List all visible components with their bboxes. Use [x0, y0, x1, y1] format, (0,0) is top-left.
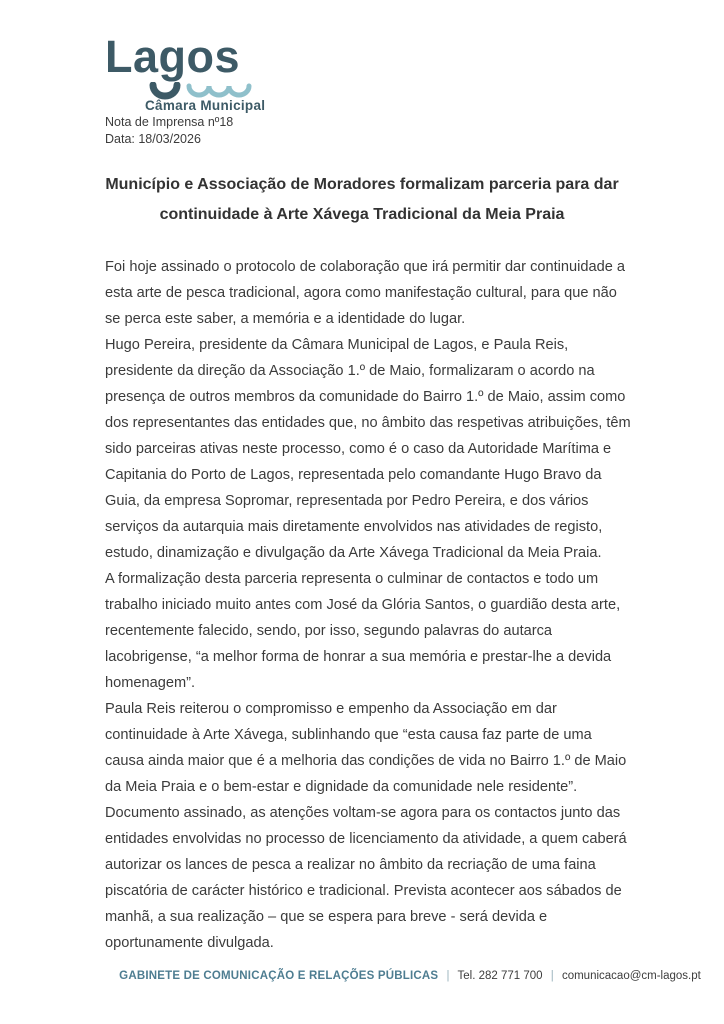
- paragraph: Paula Reis reiterou o compromisso e empenho da Associação em dar continuidade à Arte Xávega, sublinhando que “esta causa faz parte de uma causa ainda maior que é a melhoria das condições de vida no Bairro 1.º de Maio da Meia Praia e o bem-estar e dignidade da comunidade nele residente”.: [105, 701, 627, 795]
- press-note-number: Nota de Imprensa nº18: [105, 115, 234, 129]
- logo-subtitle: Câmara Municipal: [145, 98, 266, 113]
- footer-contact-bar: [0, 970, 724, 982]
- lagos-logo: [105, 31, 266, 113]
- footer-department: GABINETE DE COMUNICAÇÃO E RELAÇÕES PÚBLICAS: [119, 970, 439, 982]
- footer-separator: |: [550, 970, 554, 982]
- document-body: [105, 254, 633, 956]
- press-note-date: Data: 18/03/2026: [105, 132, 201, 146]
- paragraph: A formalização desta parceria representa o culminar de contactos e todo um trabalho iniciado muito antes com José da Glória Santos, o guardião desta arte, recentemente falecido, sendo, por isso, segundo palavras do autarca lacobrigense, “a melhor forma de honrar a sua memória e prestar-lhe a devida homenagem”.: [105, 571, 621, 691]
- document-title: Município e Associação de Moradores formalizam parceria para dar continuidade à Arte Xávega Tradicional da Meia Praia: [105, 176, 619, 223]
- paragraph: Foi hoje assinado o protocolo de colaboração que irá permitir dar continuidade a esta arte de pesca tradicional, agora como manifestação cultural, para que não se perca este saber, a memória e a identidade do lugar.: [105, 259, 626, 327]
- footer-email: comunicacao@cm-lagos.pt: [561, 970, 701, 982]
- paragraph: Documento assinado, as atenções voltam-se agora para os contactos junto das entidades envolvidas no processo de licenciamento da atividade, a quem caberá autorizar os lances de pesca a realizar no âmbito da recriação de uma faina piscatória de carácter histórico e tradicional. Prevista acontecer aos sábados de manhã, a sua realização – que se espera para breve - será devida e oportunamente divulgada.: [105, 805, 627, 951]
- footer-phone: Tel. 282 771 700: [457, 970, 543, 982]
- footer-separator: |: [446, 970, 450, 982]
- press-note-meta: [105, 114, 233, 148]
- paragraph: Hugo Pereira, presidente da Câmara Municipal de Lagos, e Paula Reis, presidente da direção da Associação 1.º de Maio, formalizaram o acordo na presença de outros membros da comunidade do Bairro 1.º de Maio, assim como dos representantes das entidades que, no âmbito das respetivas atribuições, têm sido parceiras ativas neste processo, como é o caso da Autoridade Marítima e Capitania do Porto de Lagos, representada pelo comandante Hugo Bravo da Guia, da empresa Sopromar, representada por Pedro Pereira, e dos vários serviços da autarquia mais diretamente envolvidos nas atividades de registo, estudo, dinamização e divulgação da Arte Xávega Tradicional da Meia Praia.: [105, 337, 631, 561]
- logo-wordmark: Lagos: [105, 31, 241, 82]
